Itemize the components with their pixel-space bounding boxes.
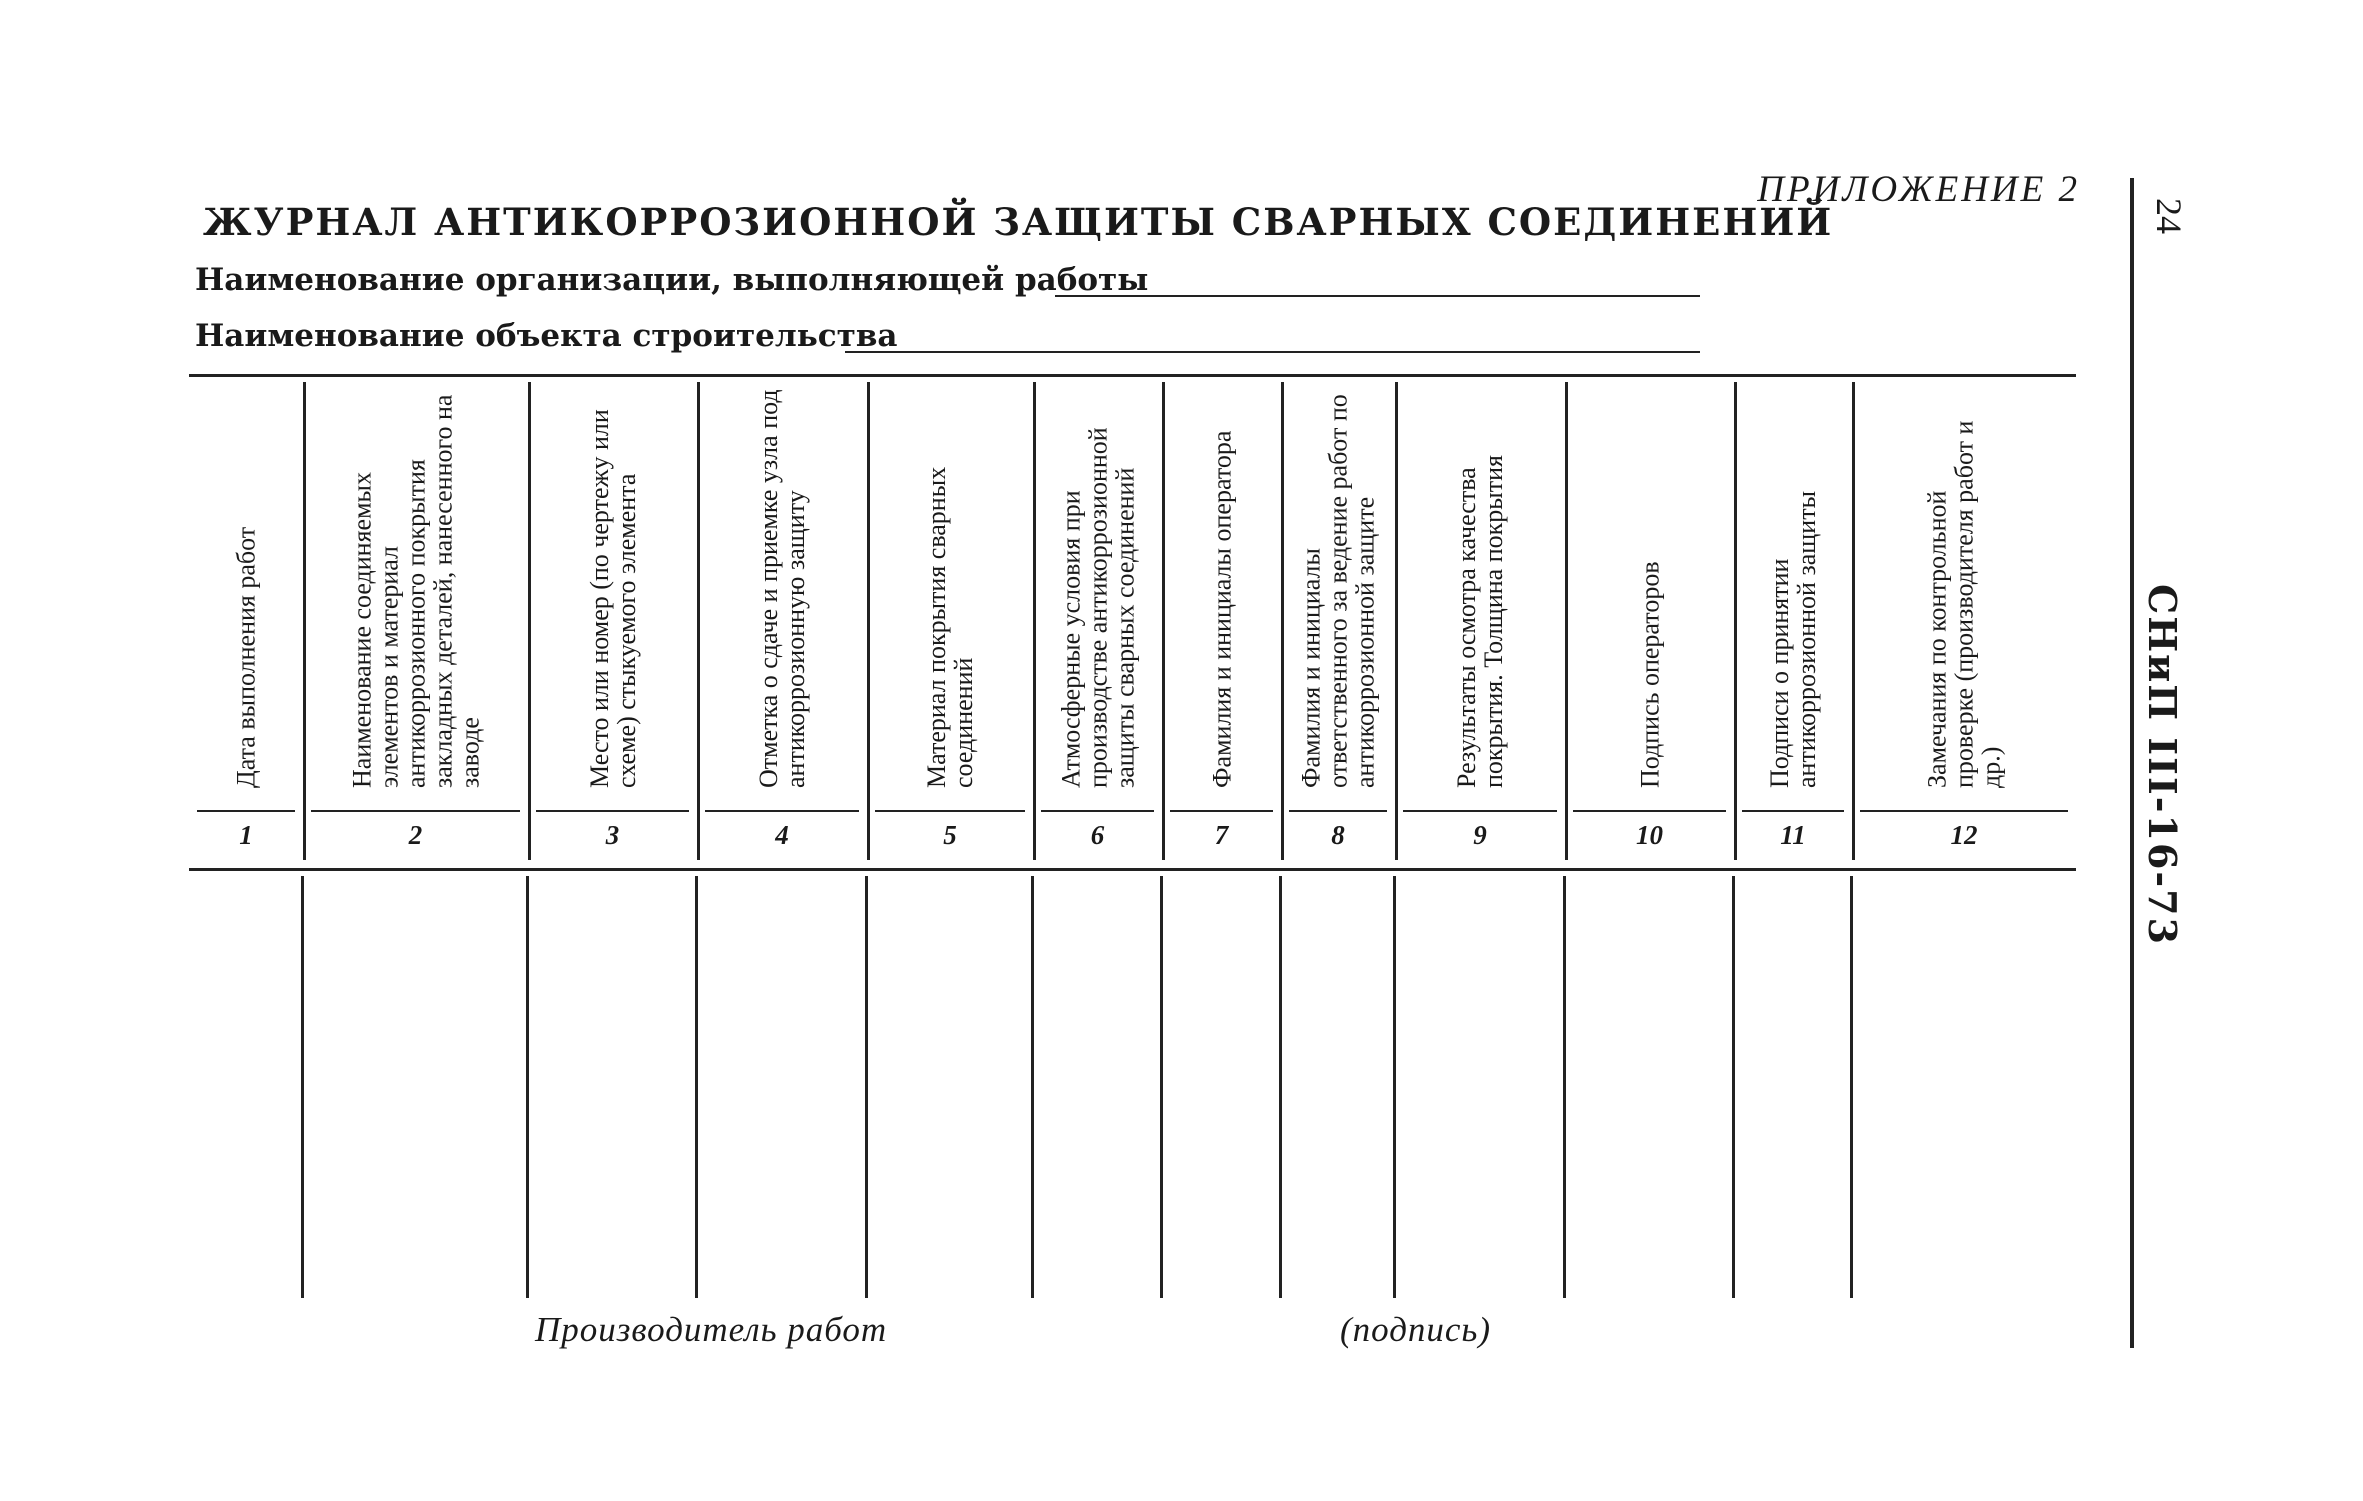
side-border <box>2130 178 2134 1348</box>
column-number-9 <box>1395 820 1565 860</box>
header-underline <box>875 810 1025 812</box>
column-divider <box>1162 382 1165 860</box>
header-underline <box>536 810 689 812</box>
column-number-text: 8 <box>1331 820 1345 850</box>
column-number-text: 2 <box>408 820 423 850</box>
column-header-text: Отметка о сдаче и приемке узла под антикоррозионную защиту <box>754 389 810 788</box>
header-underline <box>1860 810 2068 812</box>
column-number-7 <box>1162 820 1281 860</box>
column-divider <box>1395 382 1398 860</box>
column-number-text: 11 <box>1780 820 1806 850</box>
column-number-text: 3 <box>605 820 620 850</box>
organization-field-line <box>1055 295 1700 297</box>
header-underline <box>1289 810 1387 812</box>
column-number-8 <box>1281 820 1395 860</box>
column-divider <box>867 382 870 860</box>
column-divider <box>1281 382 1284 860</box>
page-number: 24 <box>2149 198 2189 234</box>
table-bottom-border <box>189 868 2076 871</box>
column-number-text: 1 <box>239 820 253 850</box>
column-header-2 <box>303 378 528 798</box>
column-number-text: 9 <box>1473 820 1487 850</box>
column-divider <box>1852 382 1855 860</box>
header-underline <box>1573 810 1726 812</box>
body-column-divider <box>695 876 698 1298</box>
organization-field-label: Наименование организации, выполняющей работы <box>195 262 1149 298</box>
column-number-12 <box>1852 820 2076 860</box>
column-number-10 <box>1565 820 1734 860</box>
column-number-text: 6 <box>1090 820 1105 850</box>
column-header-3 <box>528 378 697 798</box>
column-header-text: Фамилия и инициалы оператора <box>1207 430 1236 788</box>
column-header-text: Атмосферные условия при производстве антикоррозионной защиты сварных соединений <box>1056 427 1139 788</box>
column-header-1 <box>189 378 303 798</box>
object-field-label: Наименование объекта строительства <box>195 318 898 354</box>
column-header-9 <box>1395 378 1565 798</box>
column-divider <box>697 382 700 860</box>
column-number-2 <box>303 820 528 860</box>
column-header-4 <box>697 378 867 798</box>
column-number-text: 10 <box>1636 820 1663 850</box>
column-divider <box>303 382 306 860</box>
body-column-divider <box>1393 876 1396 1298</box>
column-header-6 <box>1033 378 1162 798</box>
column-header-12 <box>1852 378 2076 798</box>
standard-code: СНиП III-16-73 <box>2140 583 2185 947</box>
column-header-text: Наименование соединяемых элементов и материал антикоррозионного покрытия закладных деталей, нанесенного на заводе <box>347 394 484 788</box>
column-number-text: 7 <box>1214 820 1229 850</box>
column-header-text: Материал покрытия сварных соединений <box>922 466 978 788</box>
column-number-5 <box>867 820 1033 860</box>
column-number-text: 5 <box>943 820 957 850</box>
column-divider <box>528 382 531 860</box>
column-header-text: Замечания по контрольной проверке (производителя работ и др.) <box>1922 420 2006 788</box>
column-header-text: Фамилия и инициалы ответственного за ведение работ по антикоррозионной защите <box>1296 394 1380 788</box>
column-number-6 <box>1033 820 1162 860</box>
column-header-text: Результаты осмотра качества покрытия. Толщина покрытия <box>1452 455 1508 788</box>
column-number-1 <box>189 820 303 860</box>
column-header-text: Место или номер (по чертежу или схеме) стыкуемого элемента <box>584 409 641 788</box>
column-divider <box>1033 382 1036 860</box>
column-header-10 <box>1565 378 1734 798</box>
column-header-7 <box>1162 378 1281 798</box>
column-number-3 <box>528 820 697 860</box>
body-column-divider <box>301 876 304 1298</box>
table-top-border <box>189 374 2076 377</box>
column-header-text: Подписи о принятии антикоррозионной защиты <box>1765 490 1821 788</box>
column-header-text: Дата выполнения работ <box>231 526 261 788</box>
column-header-8 <box>1281 378 1395 798</box>
header-underline <box>1742 810 1844 812</box>
body-column-divider <box>1732 876 1735 1298</box>
document-title: ЖУРНАЛ АНТИКОРРОЗИОННОЙ ЗАЩИТЫ СВАРНЫХ СОЕДИНЕНИЙ <box>203 200 1834 244</box>
column-header-text: Подпись операторов <box>1635 561 1664 788</box>
header-underline <box>1170 810 1273 812</box>
body-column-divider <box>1563 876 1566 1298</box>
column-number-4 <box>697 820 867 860</box>
header-underline <box>197 810 295 812</box>
body-column-divider <box>1160 876 1163 1298</box>
column-header-11 <box>1734 378 1852 798</box>
body-column-divider <box>1279 876 1282 1298</box>
header-underline <box>705 810 859 812</box>
body-column-divider <box>1031 876 1034 1298</box>
column-number-text: 4 <box>775 820 789 850</box>
header-underline <box>1041 810 1154 812</box>
column-number-11 <box>1734 820 1852 860</box>
footer-works-manager: Производитель работ <box>535 1310 888 1349</box>
column-number-text: 12 <box>1950 820 1978 850</box>
header-underline <box>1403 810 1557 812</box>
body-column-divider <box>1850 876 1853 1298</box>
header-underline <box>311 810 520 812</box>
column-header-5 <box>867 378 1033 798</box>
column-divider <box>1565 382 1568 860</box>
body-column-divider <box>865 876 868 1298</box>
object-field-line <box>845 351 1700 353</box>
appendix-label: ПРИЛОЖЕНИЕ 2 <box>1757 169 2080 210</box>
footer-signature: (подпись) <box>1340 1310 1492 1349</box>
body-column-divider <box>526 876 529 1298</box>
column-divider <box>1734 382 1737 860</box>
